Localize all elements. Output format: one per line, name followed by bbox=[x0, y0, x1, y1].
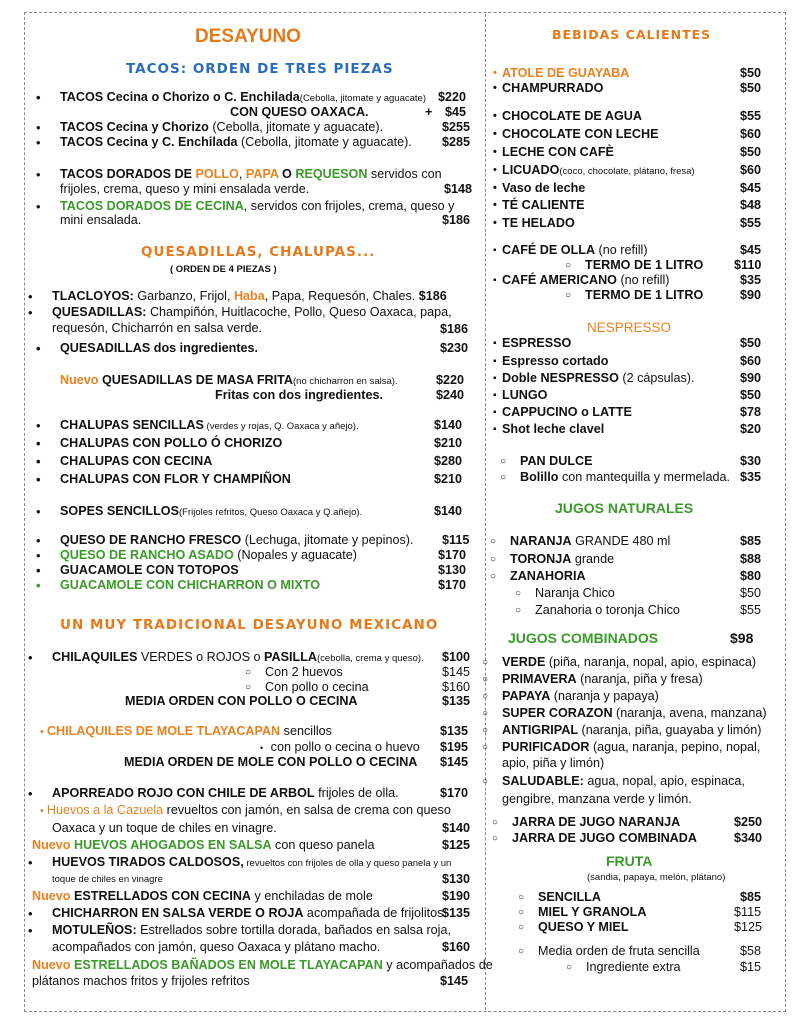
price: $55 bbox=[740, 216, 762, 230]
tacos-title: TACOS: ORDEN DE TRES PIEZAS bbox=[126, 61, 394, 77]
price: $45 bbox=[445, 105, 467, 119]
menu-item-chicharron: • CHICHARRON EN SALSA VERDE O ROJA acompañada de frijolitos. bbox=[52, 906, 447, 921]
jarra-item: ○ JARRA DE JUGO NARANJA bbox=[512, 815, 680, 830]
price: $135 bbox=[440, 724, 469, 738]
price: $85 bbox=[740, 890, 762, 904]
fruta-title: FRUTA bbox=[606, 853, 653, 869]
price: $85 bbox=[740, 534, 762, 548]
combo-item: ○ PURIFICADOR (agua, naranja, pepino, nopal, bbox=[502, 740, 760, 755]
price: $110 bbox=[734, 258, 762, 272]
menu-item-mole: • CHILAQUILES DE MOLE TLAYACAPAN sencillos bbox=[40, 724, 332, 738]
menu-item-tacos-dorados: • TACOS DORADOS DE POLLO, PAPA O REQUESON servidos con bbox=[60, 167, 442, 182]
juice-item: ○ ZANAHORIA bbox=[510, 569, 586, 584]
bebidas-title: BEBIDAS CALIENTES bbox=[552, 27, 712, 42]
juice-item: ○ TORONJA grande bbox=[510, 552, 614, 567]
price: $125 bbox=[442, 838, 471, 852]
combo-item: ○ VERDE (piña, naranja, nopal, apio, espinaca) bbox=[502, 655, 756, 670]
price: $78 bbox=[740, 405, 762, 419]
jugos-title: JUGOS NATURALES bbox=[555, 500, 694, 516]
price: $80 bbox=[740, 569, 762, 583]
price: $250 bbox=[734, 815, 763, 829]
fruit-item: ○ QUESO Y MIEL bbox=[538, 920, 629, 935]
menu-subitem: MEDIA ORDEN DE MOLE CON POLLO O CECINA bbox=[124, 755, 418, 769]
price: $50 bbox=[740, 388, 762, 402]
quesadillas-subtitle: ( ORDEN DE 4 PIEZAS ) bbox=[170, 264, 277, 275]
combo-item: ○ SUPER CORAZON (naranja, avena, manzana) bbox=[502, 706, 767, 721]
combo-item: ○ PAPAYA (naranja y papaya) bbox=[502, 689, 659, 704]
price: $186 bbox=[440, 322, 469, 336]
juice-item: ○ NARANJA GRANDE 480 ml bbox=[510, 534, 670, 549]
price: $255 bbox=[442, 120, 471, 134]
price: $170 bbox=[438, 578, 467, 592]
pan-item: ○ Bolillo con mantequilla y mermelada. bbox=[520, 470, 730, 485]
price: $60 bbox=[740, 163, 762, 177]
price: $55 bbox=[740, 109, 762, 123]
price: $160 bbox=[442, 940, 471, 954]
menu-subitem: ○ Con 2 huevos bbox=[265, 665, 343, 680]
price: $130 bbox=[442, 872, 471, 886]
nespresso-item: ▪ ESPRESSO bbox=[502, 336, 571, 351]
menu-item-chalupas-2: • CHALUPAS CON POLLO Ó CHORIZO bbox=[60, 436, 282, 451]
price: $240 bbox=[436, 388, 465, 402]
price: $220 bbox=[438, 90, 467, 104]
drink-item: • TE HELADO bbox=[502, 216, 575, 231]
price: $45 bbox=[740, 243, 762, 257]
price: $130 bbox=[438, 563, 467, 577]
price: $140 bbox=[434, 418, 463, 432]
tradicional-title: UN MUY TRADICIONAL DESAYUNO MEXICANO bbox=[60, 617, 439, 633]
price: $190 bbox=[442, 889, 471, 903]
combo-item: ○ ANTIGRIPAL (naranja, piña, guayaba y limón) bbox=[502, 723, 761, 738]
price: $55 bbox=[740, 603, 762, 617]
drink-item: • CHOCOLATE CON LECHE bbox=[502, 127, 659, 142]
menu-item-cazuela: • Huevos a la Cazuela revueltos con jamón, en salsa de crema con queso bbox=[40, 803, 451, 817]
drink-item: • Vaso de leche bbox=[502, 181, 585, 196]
desayuno-title: DESAYUNO bbox=[195, 26, 301, 47]
menu-item-chilaquiles: • CHILAQUILES VERDES o ROJOS o PASILLA(cebolla, crema y queso). bbox=[52, 650, 424, 666]
menu-subitem: • con pollo o cecina o huevo bbox=[260, 740, 420, 754]
menu-item-motulenos: • MOTULEÑOS: Estrellados sobre tortilla dorada, bañados en salsa roja, bbox=[52, 923, 451, 938]
price: $210 bbox=[434, 436, 463, 450]
price: $160 bbox=[442, 680, 471, 694]
nespresso-item: ▪ Doble NESPRESSO (2 cápsulas). bbox=[502, 371, 694, 386]
price: $30 bbox=[740, 454, 762, 468]
menu-item-tacos-2: • TACOS Cecina y Chorizo (Cebolla, jitomate y aguacate). bbox=[60, 120, 383, 135]
combinados-title: JUGOS COMBINADOS bbox=[508, 630, 659, 646]
price: $48 bbox=[740, 198, 762, 212]
plus-sign: + bbox=[425, 105, 433, 119]
fruta-subtitle: (sandia, papaya, melón, plátano) bbox=[587, 872, 726, 883]
drink-item: • CHOCOLATE DE AGUA bbox=[502, 109, 642, 124]
price: $35 bbox=[740, 470, 762, 484]
menu-item-quesadillas: • QUESADILLAS: Champiñón, Huitlacoche, Pollo, Queso Oaxaca, papa, bbox=[52, 305, 452, 320]
pan-item: ○ PAN DULCE bbox=[520, 454, 593, 469]
price: $15 bbox=[740, 960, 762, 974]
price: $135 bbox=[442, 694, 471, 708]
price: $88 bbox=[740, 552, 762, 566]
menu-item-guacamole: • GUACAMOLE CON TOTOPOS bbox=[60, 563, 239, 578]
price: $125 bbox=[734, 920, 763, 934]
menu-item-tacos-1: • TACOS Cecina o Chorizo o C. Enchilada(Cebolla, jitomate y aguacate) bbox=[60, 90, 426, 106]
price: $285 bbox=[442, 135, 471, 149]
price: $148 bbox=[444, 182, 473, 196]
price: $115 bbox=[442, 533, 470, 547]
menu-item-queso-fresco: • QUESO DE RANCHO FRESCO (Lechuga, jitomate y pepinos). bbox=[60, 533, 413, 548]
menu-item-desc: frijoles, crema, queso y mini ensalada verde. bbox=[60, 182, 310, 196]
price: $145 bbox=[440, 974, 469, 988]
menu-item-queso-oaxaca: CON QUESO OAXACA. bbox=[230, 105, 369, 119]
price: $230 bbox=[440, 341, 469, 355]
price: $58 bbox=[740, 944, 762, 958]
quesadillas-title: QUESADILLAS, CHALUPAS... bbox=[141, 244, 376, 260]
price: $50 bbox=[740, 66, 762, 80]
price: $145 bbox=[440, 755, 469, 769]
menu-item-queso-asado: • QUESO DE RANCHO ASADO (Nopales y aguacate) bbox=[60, 548, 357, 563]
price: $50 bbox=[740, 145, 762, 159]
nespresso-item: ▪ Espresso cortado bbox=[502, 354, 608, 369]
price: $145 bbox=[442, 665, 471, 679]
price: $186 bbox=[442, 213, 471, 227]
price: $90 bbox=[740, 371, 762, 385]
juice-subitem: ○ Zanahoria o toronja Chico bbox=[535, 603, 680, 618]
drink-item: • CHAMPURRADO bbox=[502, 81, 603, 96]
menu-subitem: ○ Con pollo o cecina bbox=[265, 680, 369, 695]
menu-item-quesadillas-dos: • QUESADILLAS dos ingredientes. bbox=[60, 341, 258, 356]
price: $35 bbox=[740, 273, 762, 287]
combo-item-desc: apio, piña y limón) bbox=[502, 756, 605, 770]
price: $100 bbox=[442, 650, 471, 664]
drink-item-cafe-americano: ▪ CAFÉ AMERICANO (no refill) bbox=[502, 273, 669, 288]
drink-subitem: ○ TERMO DE 1 LITRO bbox=[585, 288, 703, 303]
price: $170 bbox=[440, 786, 469, 800]
price: $50 bbox=[740, 336, 762, 350]
menu-item-tirados: • HUEVOS TIRADOS CALDOSOS, revueltos con frijoles de olla y queso panela y un bbox=[52, 855, 451, 871]
menu-item-desc: requesón, Chicharrón en salsa verde. bbox=[52, 321, 263, 335]
price: $50 bbox=[740, 81, 762, 95]
price: $280 bbox=[434, 454, 463, 468]
menu-item-tacos-cecina: • TACOS DORADOS DE CECINA, servidos con frijoles, crema, queso y bbox=[60, 199, 454, 214]
price: $90 bbox=[740, 288, 762, 302]
menu-item-desc: toque de chiles en vinagre bbox=[52, 874, 163, 885]
fruit-item: ○ SENCILLA bbox=[538, 890, 601, 905]
menu-item-chalupas-1: • CHALUPAS SENCILLAS (verdes y rojas, Q. Oaxaca y añejo). bbox=[60, 418, 359, 434]
price: $60 bbox=[740, 354, 762, 368]
drink-item-cafe-olla: ▪ CAFÉ DE OLLA (no refill) bbox=[502, 243, 648, 258]
price: $135 bbox=[442, 906, 471, 920]
menu-item-ahogados: Nuevo HUEVOS AHOGADOS EN SALSA con queso panela bbox=[32, 838, 375, 852]
menu-item-desc: mini ensalada. bbox=[60, 213, 142, 227]
price: $45 bbox=[740, 181, 762, 195]
price: $210 bbox=[434, 472, 463, 486]
drink-item: • TÉ CALIENTE bbox=[502, 198, 585, 213]
price: $20 bbox=[740, 422, 762, 436]
jarra-item: ○ JARRA DE JUGO COMBINADA bbox=[512, 831, 697, 846]
fruit-subitem: ○ Ingrediente extra bbox=[586, 960, 681, 975]
nespresso-title: NESPRESSO bbox=[587, 320, 672, 335]
menu-item-aporreado: • APORREADO ROJO CON CHILE DE ARBOL frijoles de olla. bbox=[52, 786, 399, 801]
column-divider bbox=[485, 14, 486, 1010]
combo-item-desc: gengibre, manzana verde y limón. bbox=[502, 792, 692, 806]
price: $195 bbox=[440, 740, 469, 754]
menu-item-guacamole-mixto: • GUACAMOLE CON CHICHARRON O MIXTO bbox=[60, 578, 320, 593]
drink-item: • LICUADO(coco, chocolate, plátano, fresa) bbox=[502, 163, 695, 179]
menu-item-masa-frita: Nuevo QUESADILLAS DE MASA FRITA(no chicharron en salsa). bbox=[60, 373, 398, 387]
price: $50 bbox=[740, 586, 762, 600]
nespresso-item: ▪ LUNGO bbox=[502, 388, 547, 403]
fruit-item: ○ Media orden de fruta sencilla bbox=[538, 944, 700, 959]
price: $340 bbox=[734, 831, 763, 845]
price: $60 bbox=[740, 127, 762, 141]
menu-item-estrellados-cecina: Nuevo ESTRELLADOS CON CECINA y enchiladas de mole bbox=[32, 889, 373, 903]
combo-item: ○ SALUDABLE: agua, nopal, apio, espinaca, bbox=[502, 774, 745, 789]
price: $170 bbox=[438, 548, 467, 562]
menu-item-chalupas-3: • CHALUPAS CON CECINA bbox=[60, 454, 212, 469]
price: $115 bbox=[734, 905, 762, 919]
menu-item-estrellados-mole: Nuevo ESTRELLADOS BAÑADOS EN MOLE TLAYACAPAN y acompañados de bbox=[32, 958, 493, 972]
drink-item: • ATOLE DE GUAYABA bbox=[502, 66, 629, 81]
menu-item-chalupas-4: • CHALUPAS CON FLOR Y CHAMPIÑON bbox=[60, 472, 291, 487]
menu-subitem: MEDIA ORDEN CON POLLO O CECINA bbox=[125, 694, 358, 708]
price: $140 bbox=[442, 821, 471, 835]
drink-subitem: ○ TERMO DE 1 LITRO bbox=[585, 258, 703, 273]
combo-item: ○ PRIMAVERA (naranja, piña y fresa) bbox=[502, 672, 703, 687]
juice-subitem: ○ Naranja Chico bbox=[535, 586, 615, 601]
price: $220 bbox=[436, 373, 465, 387]
menu-item-fritas: Fritas con dos ingredientes. bbox=[215, 388, 383, 402]
fruit-item: ○ MIEL Y GRANOLA bbox=[538, 905, 646, 920]
menu-item-sopes: • SOPES SENCILLOS(Frijoles refritos, Queso Oaxaca y Q.añejo). bbox=[60, 504, 362, 520]
price: $140 bbox=[434, 504, 463, 518]
menu-item-desc: Oaxaca y un toque de chiles en vinagre. bbox=[52, 821, 277, 835]
combinados-price: $98 bbox=[730, 630, 754, 646]
menu-item-tacos-3: • TACOS Cecina y C. Enchilada (Cebolla, jitomate y aguacate). bbox=[60, 135, 412, 150]
drink-item: • LECHE CON CAFÈ bbox=[502, 145, 614, 160]
nespresso-item: ▪ CAPPUCINO o LATTE bbox=[502, 405, 632, 420]
menu-item-tlacloyos: • TLACLOYOS: Garbanzo, Frijol, Haba, Papa, Requesón, Chales. $186 bbox=[52, 289, 447, 304]
menu-item-desc: acompañados con jamón, queso Oaxaca y plátano macho. bbox=[52, 940, 381, 954]
menu-item-desc: plátanos machos fritos y frijoles refritos bbox=[32, 974, 250, 988]
nespresso-item: ▪ Shot leche clavel bbox=[502, 422, 604, 437]
